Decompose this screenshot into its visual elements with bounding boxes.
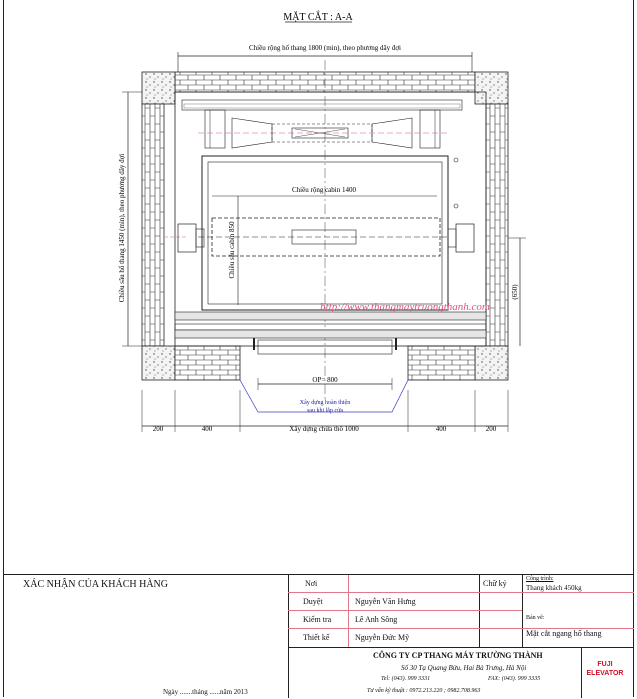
signature-label: Chữ ký (483, 579, 507, 588)
drawing-title: MẶT CẮT : A-A (283, 12, 353, 23)
title-block (3, 574, 634, 697)
logo-line-2: ELEVATOR (586, 670, 624, 677)
project-label: Công trình: (526, 576, 554, 582)
row-label-thiet-ke: Thiết kế (303, 633, 330, 642)
company-tel: Tel: (043). 999 3331 (381, 676, 431, 682)
date-line: Ngày .......tháng ......năm 2013 (163, 688, 248, 696)
watermark-url: http://www.thangmaytruongthanh.com (320, 301, 490, 313)
row-label-kiem-tra: Kiểm tra (303, 615, 332, 624)
project-value: Thang khách 450kg (526, 584, 582, 592)
rough-opening-label: Xây dựng chừa thô 1000 (289, 425, 359, 433)
drawing-value: Mặt cắt ngang hố thang (526, 629, 602, 638)
company-hotline: Tư vấn kỹ thuật : 0972.213.220 ; 0982.708.963 (367, 688, 481, 694)
cabin-outline (202, 156, 448, 310)
fuji-elevator-logo (585, 660, 625, 692)
finish-label-1: Xây dựng hoàn thiện (299, 400, 351, 406)
bottom-right-wall (408, 346, 475, 380)
row-name-thiet-ke: Nguyễn Đức Mỹ (355, 633, 410, 642)
left-wall (142, 104, 164, 346)
bottom-left-wall (175, 346, 240, 380)
dim-200-right: 200 (485, 425, 497, 433)
row-label-duyet: Duyệt (303, 597, 323, 606)
dim-400-right: 400 (435, 425, 447, 433)
dim-400-left: 400 (201, 425, 213, 433)
company-name: CÔNG TY CP THANG MÁY TRƯỜNG THÀNH (373, 651, 543, 660)
dim-650-label: (650) (511, 284, 519, 300)
door-opening-label: OP= 800 (312, 376, 338, 384)
finish-label-2: sau khi lắp cửa (306, 408, 344, 414)
shaft-width-label: Chiều rộng hố thang 1800 (min), theo phương dãy đợi (249, 44, 401, 52)
company-address: Số 30 Tạ Quang Bửu, Hai Bà Trưng, Hà Nội (401, 664, 527, 672)
row-label-noi: Nơi (305, 579, 318, 588)
shaft-depth-label: Chiều sâu hố thang 1450 (min), theo phương dãy đợi (118, 153, 126, 303)
cabin-width-label: Chiều rộng cabin 1400 (292, 186, 356, 194)
logo-line-1: FUJI (597, 661, 613, 668)
company-fax: FAX: (043). 999 3335 (488, 676, 541, 682)
cabin-depth-label: Chiều sâu cabin 850 (228, 221, 236, 279)
dim-200-left: 200 (152, 425, 164, 433)
bottom-left-column (142, 346, 175, 380)
top-left-column (142, 72, 175, 104)
customer-confirmation-heading: XÁC NHẬN CỦA KHÁCH HÀNG (23, 579, 169, 590)
bottom-right-column (475, 346, 508, 380)
top-right-column (475, 72, 508, 104)
drawing-label: Bản vẽ: (526, 615, 545, 621)
row-name-duyet: Nguyễn Văn Hưng (355, 597, 416, 606)
row-name-kiem-tra: Lê Anh Sông (355, 615, 398, 624)
